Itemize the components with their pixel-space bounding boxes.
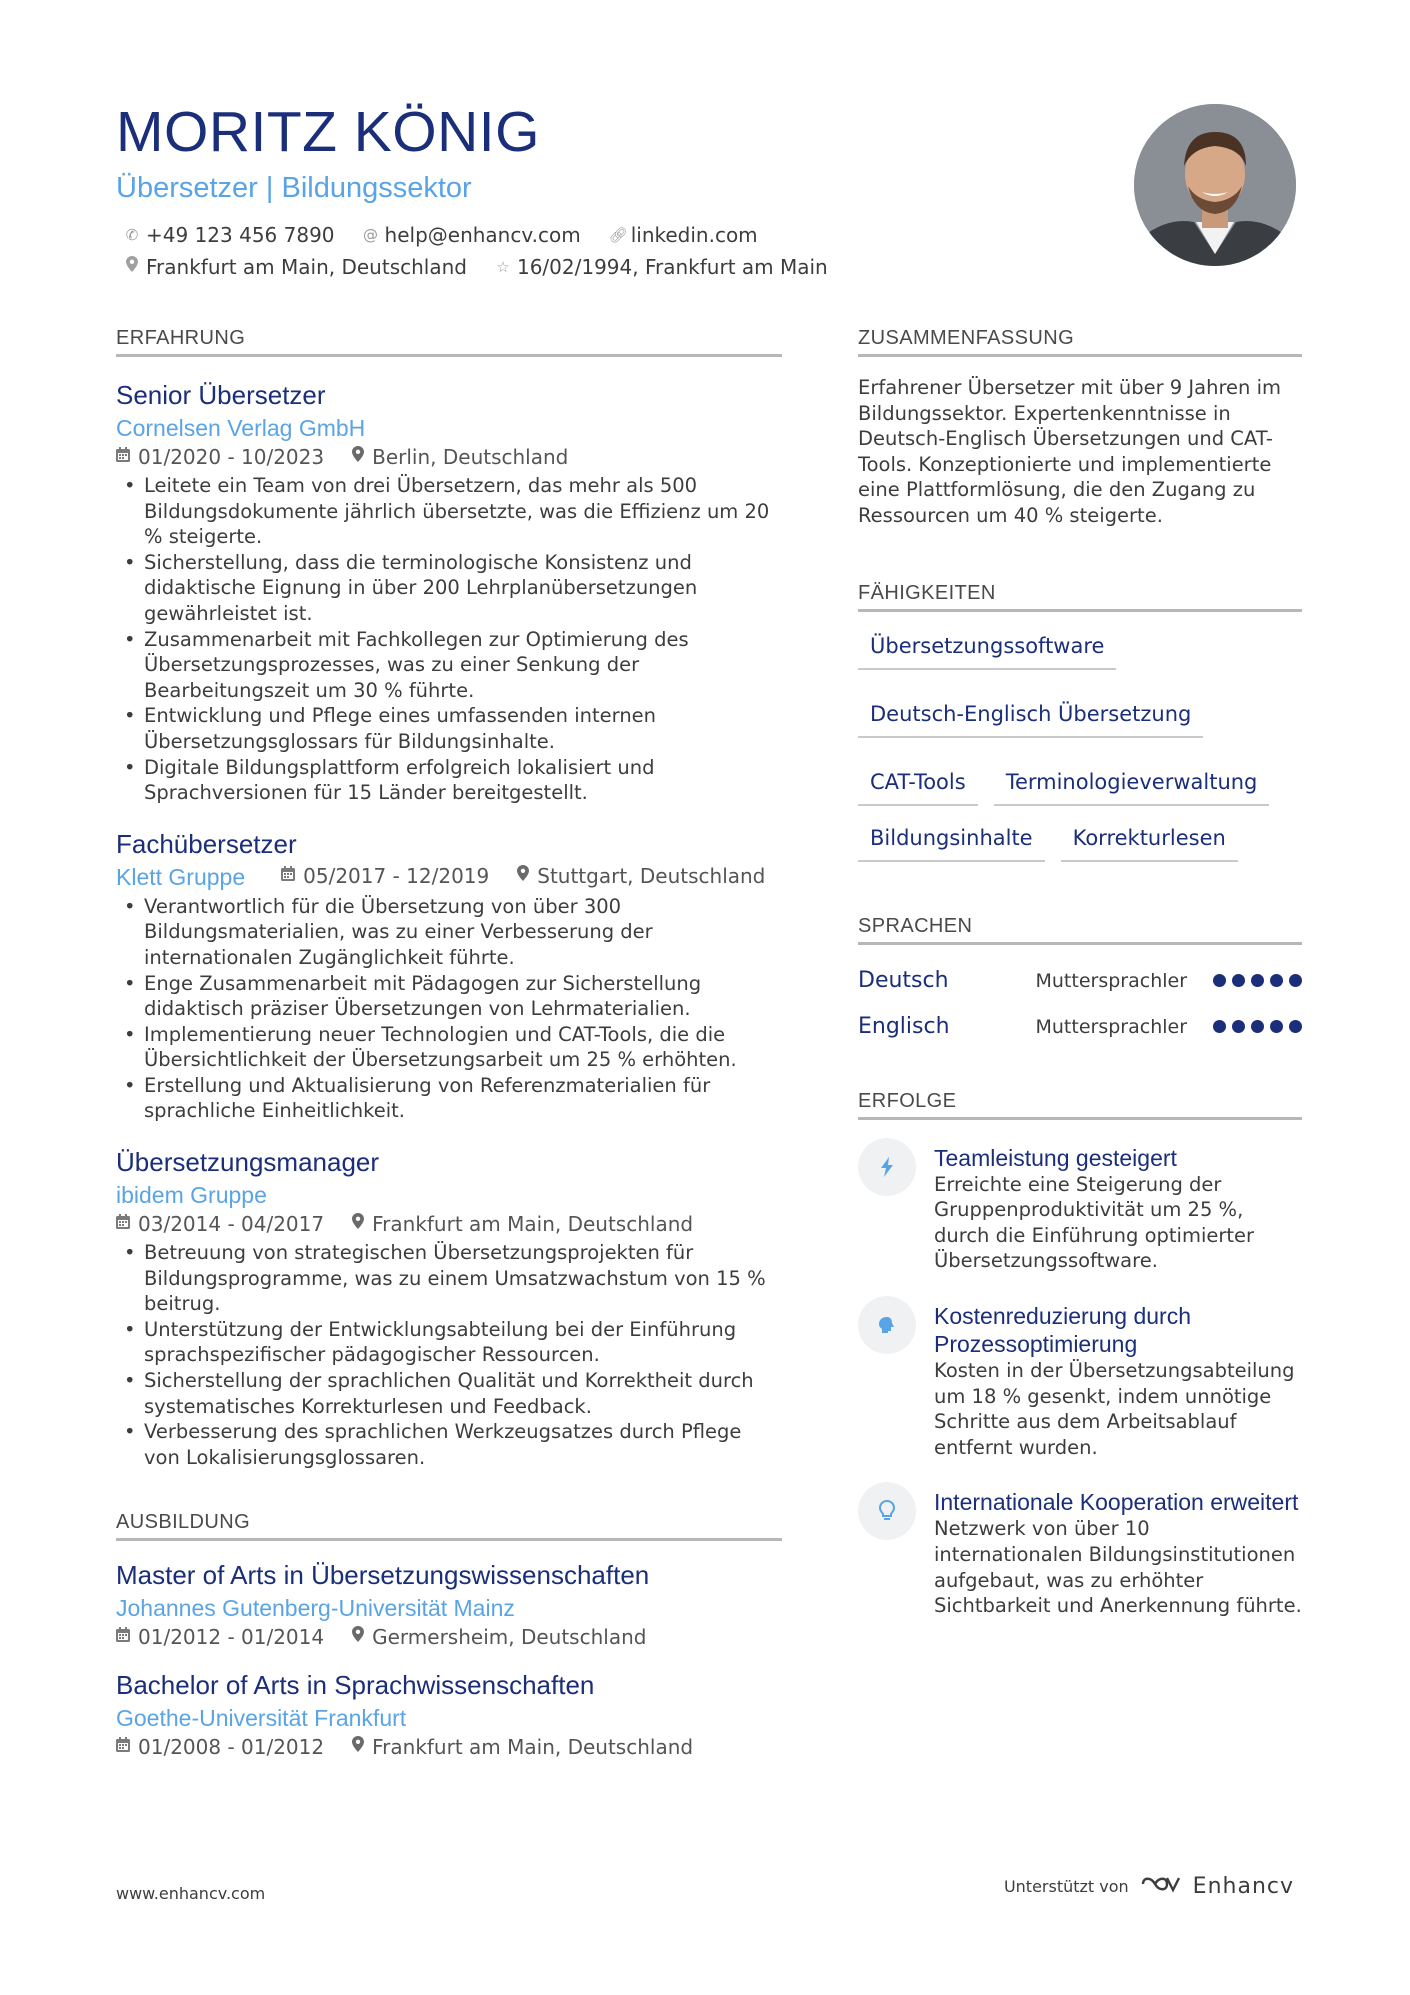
location <box>124 252 467 282</box>
job-location-text: Frankfurt am Main, Deutschland <box>372 1212 694 1237</box>
bullet: • Sicherstellung, dass die terminologische Konsistenz und didaktische Eignung in über 200 Lehrplanübersetzungen gewährleistet ist. <box>116 550 782 627</box>
bullet: • Erstellung und Aktualisierung von Referenzmaterialien für sprachliche Einheitlichkeit. <box>116 1073 782 1124</box>
rating-dot <box>1251 974 1264 987</box>
footer-powered <box>1004 1872 1294 1900</box>
skills-list <box>858 626 1302 862</box>
rating-dot <box>1232 1020 1245 1033</box>
job-location-text: Berlin, Deutschland <box>372 445 569 469</box>
linkedin-text: linkedin.com <box>630 223 758 247</box>
achievement-body <box>934 1488 1302 1618</box>
experience-section-title: ERFAHRUNG <box>116 326 782 357</box>
calendar-icon <box>281 862 295 890</box>
lightbulb-icon <box>858 1482 916 1540</box>
school-name: Goethe-Universität Frankfurt <box>116 1705 407 1732</box>
email-text: help@enhancv.com <box>384 223 581 247</box>
bullet: • Leitete ein Team von drei Übersetzern, das mehr als 500 Bildungsdokumente jährlich übersetzte, was die Effizienz um 20 % steigerte. <box>116 473 782 550</box>
footer-website[interactable]: www.enhancv.com <box>116 1884 266 1903</box>
bullet: • Zusammenarbeit mit Fachkollegen zur Optimierung des Übersetzungsprozesses, was zu einer Senkung der Bearbeitungszeit um 30 % führte. <box>116 627 782 704</box>
language-rating-dots <box>1213 1020 1302 1033</box>
rating-dot <box>1213 974 1226 987</box>
enhancv-logo-icon <box>1139 1872 1183 1900</box>
job-title: Fachübersetzer <box>116 828 297 859</box>
education-section-title: AUSBILDUNG <box>116 1510 782 1541</box>
languages-section-title: SPRACHEN <box>858 914 1302 945</box>
calendar-icon <box>116 1733 130 1761</box>
skill-tag: CAT-Tools <box>858 762 978 806</box>
education-dates-text: 01/2012 - 01/2014 <box>138 1625 325 1650</box>
job-dates-text: 03/2014 - 04/2017 <box>138 1212 325 1237</box>
education-dates-text: 01/2008 - 01/2012 <box>138 1735 325 1760</box>
job-entry <box>116 1146 782 1470</box>
job-meta <box>281 862 765 890</box>
rating-dot <box>1270 974 1283 987</box>
degree-title: Bachelor of Arts in Sprachwissenschaften <box>116 1670 595 1701</box>
job-entry <box>116 379 782 806</box>
achievement-text: Netzwerk von über 10 internationalen Bildungsinstitutionen aufgebaut, was zu erhöhter Sichtbarkeit und Anerkennung führte. <box>934 1517 1302 1618</box>
job-dates <box>116 443 324 471</box>
star-icon: ☆ <box>496 258 510 276</box>
bullet: • Entwicklung und Pflege eines umfassenden internen Übersetzungsglossars für Bildungsinhalte. <box>116 703 782 754</box>
birth <box>495 252 828 282</box>
degree-title: Master of Arts in Übersetzungswissenschaften <box>116 1560 650 1591</box>
location-pin-icon <box>352 443 364 471</box>
location-pin-icon <box>124 252 140 282</box>
contact-row-1 <box>116 220 1296 250</box>
email[interactable] <box>363 220 581 250</box>
job-title: Senior Übersetzer <box>116 380 326 410</box>
left-column <box>116 326 782 1761</box>
achievement-text: Erreichte eine Steigerung der Gruppenproduktivität um 25 %, durch die Einführung optimierter Übersetzungssoftware. <box>934 1172 1255 1273</box>
enhancv-brand: Enhancv <box>1192 1873 1294 1899</box>
location-pin-icon <box>352 1733 364 1761</box>
skill-tag: Bildungsinhalte <box>858 818 1045 862</box>
company-name: Cornelsen Verlag GmbH <box>116 415 366 441</box>
school-name: Johannes Gutenberg-Universität Mainz <box>116 1595 515 1622</box>
phone <box>124 220 335 250</box>
job-dates <box>281 862 489 890</box>
profile-photo <box>1134 104 1296 266</box>
job-meta <box>116 443 782 471</box>
at-icon: @ <box>363 226 379 244</box>
education-location-text: Germersheim, Deutschland <box>372 1625 647 1650</box>
birth-text: 16/02/1994, Frankfurt am Main <box>516 255 828 279</box>
calendar-icon <box>116 1623 130 1651</box>
bullet: • Implementierung neuer Technologien und CAT-Tools, die die Übersichtlichkeit der Übersetzungsarbeit um 25 % erhöhten. <box>116 1022 782 1073</box>
job-bullets <box>116 1240 782 1470</box>
job-bullets <box>116 473 782 806</box>
contact-row-2 <box>116 252 1296 282</box>
job-location <box>517 862 765 890</box>
education-meta <box>116 1733 782 1761</box>
rating-dot <box>1270 1020 1283 1033</box>
brain-icon <box>858 1296 916 1354</box>
education-meta <box>116 1623 782 1651</box>
job-location <box>352 1210 693 1238</box>
linkedin[interactable] <box>609 220 758 250</box>
candidate-title: Übersetzer | Bildungssektor <box>116 172 472 204</box>
language-row <box>858 961 1302 1001</box>
education-entry <box>116 1669 782 1761</box>
calendar-icon <box>116 1210 130 1238</box>
rating-dot <box>1289 1020 1302 1033</box>
company-name: ibidem Gruppe <box>116 1182 267 1209</box>
bullet: • Digitale Bildungsplattform erfolgreich lokalisiert und Sprachversionen für 15 Länder bereitgestellt. <box>116 755 782 806</box>
achievement-entry <box>858 1302 1302 1460</box>
header <box>116 100 1296 300</box>
calendar-icon <box>116 443 130 471</box>
job-entry <box>116 828 782 1124</box>
skills-section-title: FÄHIGKEITEN <box>858 581 1302 612</box>
summary-section-title: ZUSAMMENFASSUNG <box>858 326 1302 357</box>
skill-tag: Terminologieverwaltung <box>994 762 1270 806</box>
summary-text: Erfahrener Übersetzer mit über 9 Jahren im Bildungssektor. Expertenkenntnisse in Deutsch-Englisch Übersetzungen und CAT-Tools. Konzeptionierte und implementierte eine Plattformlösung, die den Zugang zu Ressourcen um 40 % steigerte. <box>858 376 1282 527</box>
bullet: • Betreuung von strategischen Übersetzungsprojekten für Bildungsprogramme, was zu einem Umsatzwachstum von 15 % beitrug. <box>116 1240 782 1317</box>
achievement-body <box>934 1302 1302 1460</box>
bullet: • Enge Zusammenarbeit mit Pädagogen zur Sicherstellung didaktisch präziser Übersetzungen von Lehrmaterialien. <box>116 971 782 1022</box>
bullet: • Verbesserung des sprachlichen Werkzeugsatzes durch Pflege von Lokalisierungsglossaren. <box>116 1419 782 1470</box>
candidate-name: MORITZ KÖNIG <box>116 100 540 164</box>
job-location <box>352 443 568 471</box>
phone-icon: ✆ <box>125 226 139 244</box>
job-dates-text: 01/2020 - 10/2023 <box>138 445 325 469</box>
link-icon: 🔗︎ <box>608 226 628 244</box>
language-row <box>858 1007 1302 1047</box>
rating-dot <box>1213 1020 1226 1033</box>
education-location <box>352 1733 693 1761</box>
job-bullets <box>116 894 782 1124</box>
job-dates-text: 05/2017 - 12/2019 <box>303 863 490 888</box>
job-company-meta <box>116 860 782 892</box>
bullet: • Verantwortlich für die Übersetzung von über 300 Bildungsmaterialien, was zu einer Verbesserung der internationalen Zugänglichkeit führte. <box>116 894 782 971</box>
education-dates <box>116 1623 324 1651</box>
achievement-entry <box>858 1488 1302 1618</box>
rating-dot <box>1251 1020 1264 1033</box>
right-column <box>858 326 1302 1619</box>
rating-dot <box>1232 974 1245 987</box>
achievement-text: Kosten in der Übersetzungsabteilung um 18 % gesenkt, indem unnötige Schritte aus dem Arbeitsablauf entfernt wurden. <box>934 1358 1295 1459</box>
rating-dot <box>1289 974 1302 987</box>
bolt-icon <box>858 1138 916 1196</box>
language-rating-dots <box>1213 974 1302 987</box>
powered-by-text: Unterstützt von <box>1003 1876 1129 1896</box>
location-pin-icon <box>517 862 529 890</box>
language-level: Muttersprachler <box>1035 969 1188 992</box>
bullet: • Unterstützung der Entwicklungsabteilung bei der Einführung sprachspezifischer pädagogischer Ressourcen. <box>116 1317 782 1368</box>
achievement-title: Teamleistung gesteigert <box>934 1144 1177 1171</box>
language-name: Deutsch <box>858 968 949 994</box>
achievement-entry <box>858 1144 1302 1274</box>
phone-text: +49 123 456 7890 <box>146 223 335 247</box>
language-name: Englisch <box>858 1014 950 1040</box>
education-location-text: Frankfurt am Main, Deutschland <box>372 1735 694 1760</box>
location-pin-icon <box>352 1210 364 1238</box>
skill-tag: Korrekturlesen <box>1061 818 1238 862</box>
education-dates <box>116 1733 324 1761</box>
job-dates <box>116 1210 324 1238</box>
achievement-body <box>934 1144 1302 1274</box>
education-location <box>352 1623 646 1651</box>
skill-tag: Deutsch-Englisch Übersetzung <box>858 694 1203 738</box>
job-meta <box>116 1210 782 1238</box>
bullet: • Sicherstellung der sprachlichen Qualität und Korrektheit durch systematisches Korrekturlesen und Feedback. <box>116 1368 782 1419</box>
achievement-title: Kostenreduzierung durch Prozessoptimierung <box>934 1302 1191 1357</box>
job-location-text: Stuttgart, Deutschland <box>537 863 766 888</box>
language-level: Muttersprachler <box>1035 1015 1188 1038</box>
location-pin-icon <box>352 1623 364 1651</box>
location-text: Frankfurt am Main, Deutschland <box>146 255 467 279</box>
education-entry <box>116 1559 782 1651</box>
skill-tag: Übersetzungssoftware <box>858 626 1116 670</box>
company-name: Klett Gruppe <box>116 863 246 890</box>
job-title: Übersetzungsmanager <box>116 1147 380 1178</box>
achievement-title: Internationale Kooperation erweitert <box>934 1489 1299 1516</box>
achievements-section-title: ERFOLGE <box>858 1089 1302 1120</box>
